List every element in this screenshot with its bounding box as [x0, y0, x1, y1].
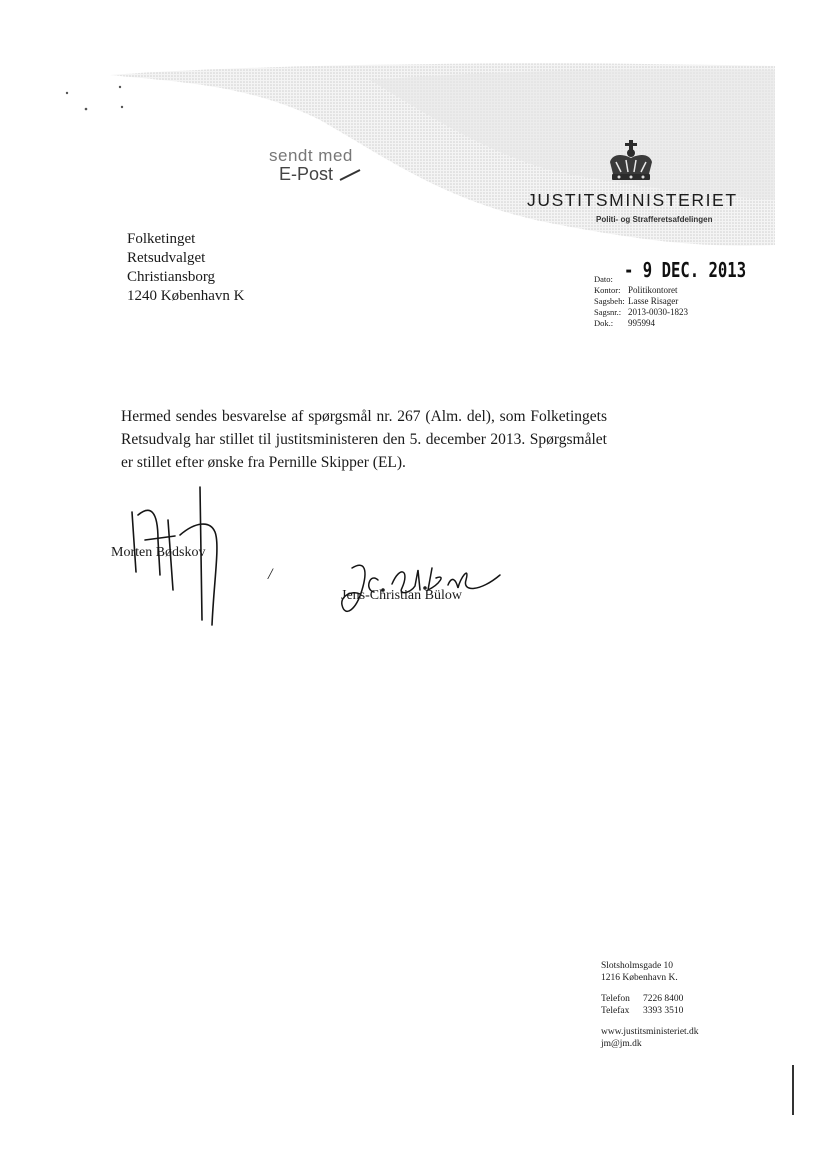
division-name: Politi- og Strafferetsafdelingen [596, 215, 713, 224]
signature-1 [132, 487, 217, 625]
date-stamp: - 9 DEC. 2013 [624, 258, 747, 282]
meta-value: Lasse Risager [628, 296, 679, 306]
recipient-line: 1240 København K [127, 288, 245, 304]
fax-row [601, 1005, 699, 1017]
phone-row [601, 993, 699, 1005]
signatory-name-2: Jens-Christian Bülow [341, 588, 462, 603]
recipient-line: Folketinget [127, 231, 196, 247]
stamp-line-1: sendt med [269, 146, 353, 165]
recipient-line: Christiansborg [127, 269, 216, 285]
fax-number: 3393 3510 [643, 1006, 684, 1016]
meta-label: Sagsbeh: [594, 296, 625, 306]
recipient-line: Retsudvalget [127, 250, 206, 266]
meta-value: 995994 [628, 318, 655, 328]
ministry-name: JUSTITSMINISTERIET [527, 190, 738, 210]
letter-body: Hermed sendes besvarelse af spørgsmål nr. 267 (Alm. del), som Folketingets Retsudvalg har stillet til justitsministeren den 5. december 2013. Spørgsmålet er stillet efter ønske fra Pernille Skipper (EL). [121, 408, 607, 471]
contact-footer [601, 960, 699, 1050]
website-link[interactable]: www.justitsministeriet.dk [601, 1027, 699, 1037]
meta-value: Politikontoret [628, 285, 678, 295]
phone-number: 7226 8400 [643, 994, 684, 1004]
address-line: 1216 København K. [601, 973, 678, 983]
meta-label: Dato: [594, 274, 613, 284]
scan-edge-mark [792, 1065, 794, 1115]
stamp-line-2: E-Post [255, 165, 385, 184]
meta-label: Dok.: [594, 318, 614, 328]
address-line: Slotsholmsgade 10 [601, 961, 674, 971]
signature-separator: / [268, 566, 273, 583]
email-link[interactable]: jm@jm.dk [601, 1039, 642, 1049]
meta-label: Kontor: [594, 285, 621, 295]
meta-label: Sagsnr.: [594, 307, 622, 317]
fax-label: Telefax [601, 1006, 630, 1016]
phone-label: Telefon [601, 994, 630, 1004]
signatory-name-1: Morten Bødskov [111, 545, 206, 560]
signature-2 [342, 565, 500, 611]
meta-value: 2013-0030-1823 [628, 307, 688, 317]
